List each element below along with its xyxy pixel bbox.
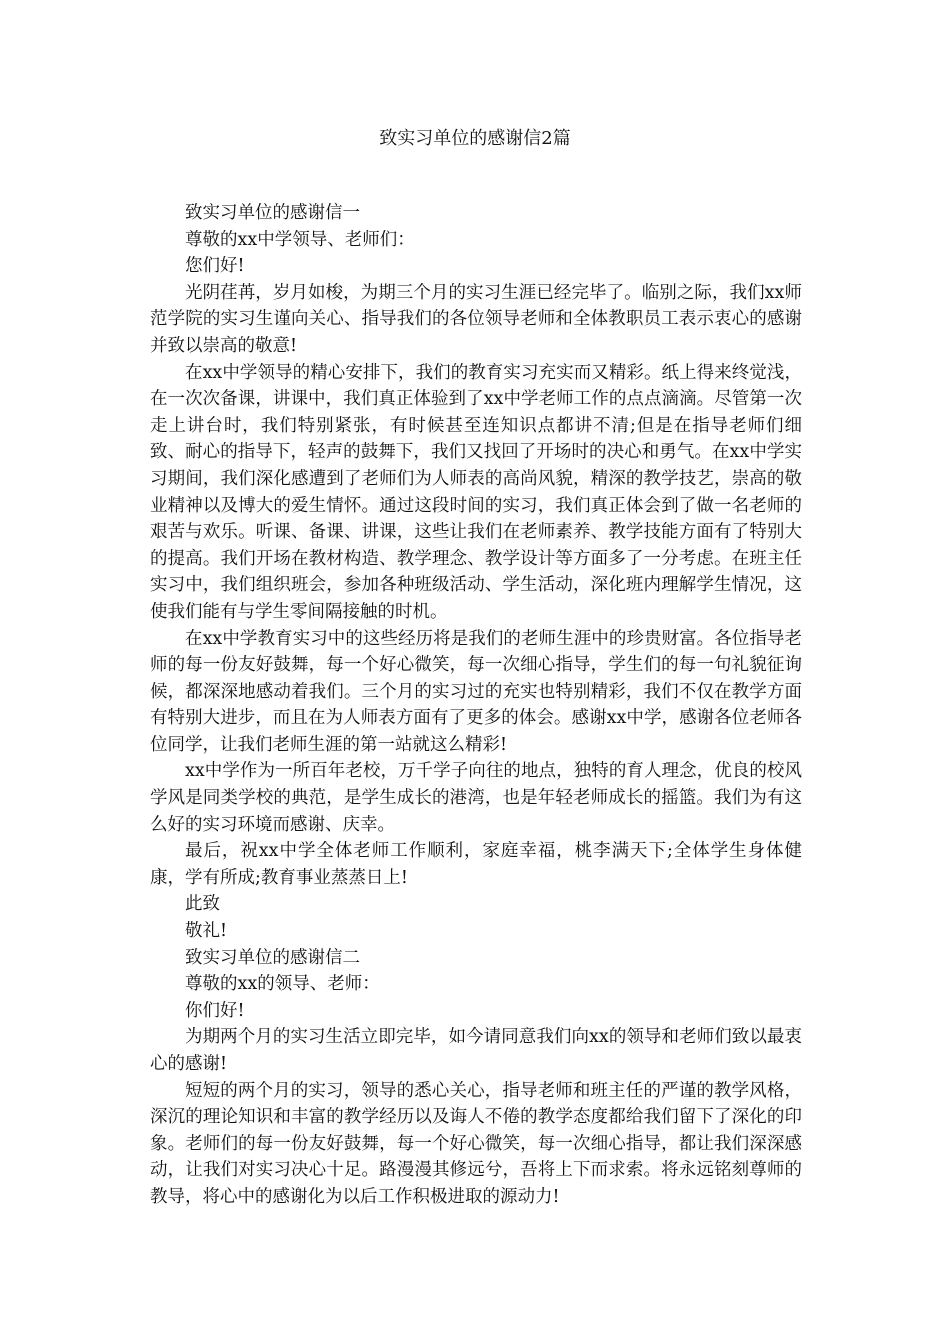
letter1-regards: 敬礼! (185, 921, 228, 942)
letter1-closing: 此致 (185, 894, 220, 915)
letter2-salutation: 尊敬的xx的领导、老师： (185, 974, 380, 995)
letter1-paragraph: 在xx中学教育实习中的这些经历将是我们的老师生涯中的珍贵财富。各位指导老师的每一份友好鼓舞，每一个好心微笑，每一次细心指导，学生们的每一句礼貌征询候，都深深地感动着我们。三个月的实习过的充实也特别精彩，我们不仅在教学方面有特别大进步，而且在为人师表方面有了更多的体会。感谢xx中学，感谢各位老师各位同学，让我们老师生涯的第一站就这么精彩! (150, 628, 802, 755)
document-body (150, 200, 802, 1211)
letter1-paragraph: xx中学作为一所百年老校，万千学子向往的地点，独特的育人理念，优良的校风学风是同类学校的典范，是学生成长的港湾，也是年轻老师成长的摇篮。我们为有这么好的实习环境而感谢、庆幸。 (150, 761, 802, 835)
letter1-salutation: 尊敬的xx中学领导、老师们： (185, 229, 415, 250)
letter1-greeting: 您们好! (185, 256, 245, 277)
letter1-paragraph: 光阴荏苒，岁月如梭，为期三个月的实习生涯已经完毕了。临别之际，我们xx师范学院的实习生谨向关心、指导我们的各位领导老师和全体教职员工表示衷心的感谢并致以崇高的敬意! (150, 282, 802, 356)
letter1-paragraph: 在xx中学领导的精心安排下，我们的教育实习充实而又精彩。纸上得来终觉浅，在一次次备课，讲课中，我们真正体验到了xx中学老师工作的点点滴滴。尽管第一次走上讲台时，我们特别紧张，有时候甚至连知识点都讲不清;但是在指导老师们细致、耐心的指导下，轻声的鼓舞下，我们又找回了开场时的决心和勇气。在xx中学实习期间，我们深化感遭到了老师们为人师表的高尚风貌，精深的教学技艺，崇高的敬业精神以及博大的爱生情怀。通过这段时间的实习，我们真正体会到了做一名老师的艰苦与欢乐。听课、备课、讲课，这些让我们在老师素养、教学技能方面有了特别大的提高。我们开场在教材构造、教学理念、教学设计等方面多了一分考虑。在班主任实习中，我们组织班会，参加各种班级活动、学生活动，深化班内理解学生情况，这使我们能有与学生零间隔接触的时机。 (150, 362, 802, 622)
letter2-heading: 致实习单位的感谢信二 (185, 947, 360, 968)
document-title: 致实习单位的感谢信2篇 (379, 128, 571, 149)
letter2-paragraph: 短短的两个月的实习，领导的悉心关心，指导老师和班主任的严谨的教学风格，深沉的理论知识和丰富的教学经历以及诲人不倦的教学态度都给我们留下了深化的印象。老师们的每一份友好鼓舞，每一个好心微笑，每一次细心指导，都让我们深深感动，让我们对实习决心十足。路漫漫其修远兮，吾将上下而求索。将永远铭刻尊师的教导，将心中的感谢化为以后工作积极进取的源动力! (150, 1080, 802, 1207)
letter1-heading: 致实习单位的感谢信一 (185, 203, 360, 223)
letter2-greeting: 你们好! (185, 1000, 245, 1021)
letter1-paragraph: 最后，祝xx中学全体老师工作顺利，家庭幸福，桃李满天下;全体学生身体健康，学有所成;教育事业蒸蒸日上! (150, 841, 802, 888)
letter2-paragraph: 为期两个月的实习生活立即完毕，如今请同意我们向xx的领导和老师们致以最衷心的感谢! (150, 1027, 802, 1074)
